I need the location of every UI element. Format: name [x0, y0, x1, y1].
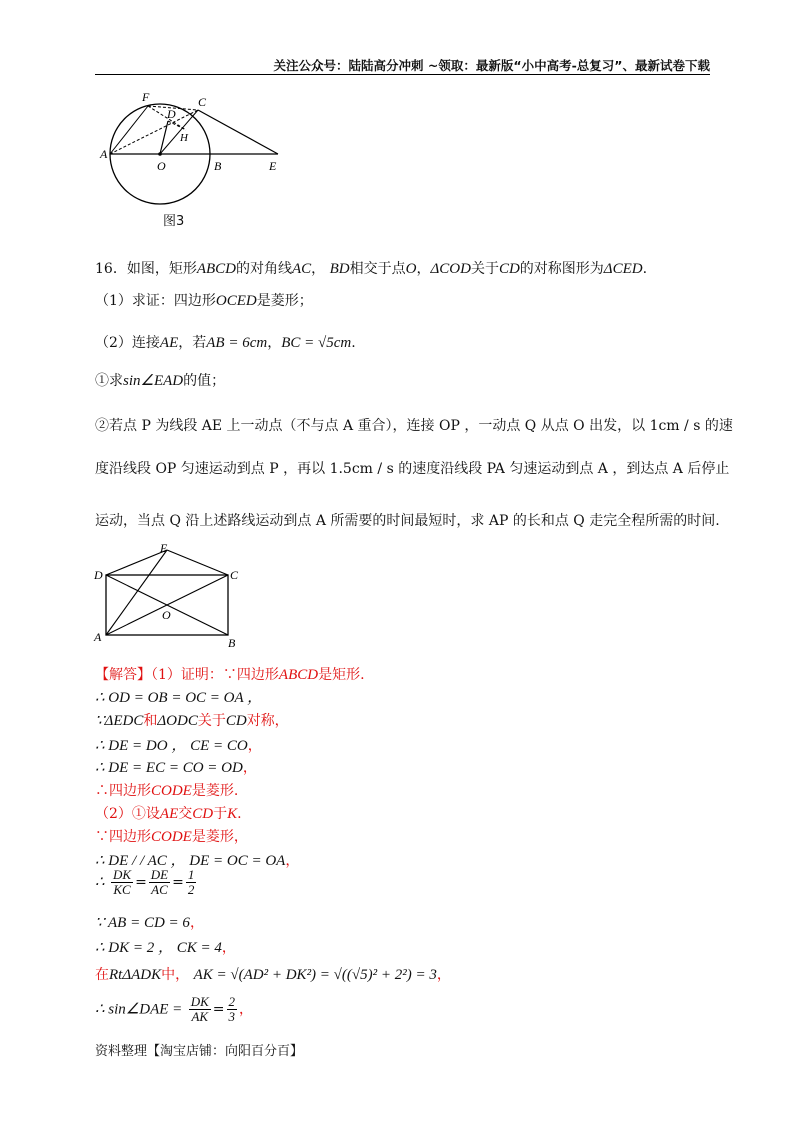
rect-label-e: E	[160, 541, 168, 555]
line-ec	[167, 550, 228, 575]
solution-line-14: ∴ sin∠DAE = $\frac{DK}{AK}$ = $\frac{2}{3}$ ，	[95, 994, 254, 1024]
problem-stem: 16．如图，矩形ABCD的对角线AC， BD相交于点O，ΔCOD关于CD的对称图形为ΔCED.	[95, 261, 648, 277]
fig3-label-h: H	[180, 132, 188, 144]
solution-line-2: ∴ OD = OB = OC = OA ，	[95, 690, 263, 706]
solution-line-13: 在RtΔADK中， AK = √(AD² + DK²) = √((√5)² + 2²) = 3，	[95, 967, 451, 983]
problem-question-1: ①求sin∠EAD的值；	[95, 373, 226, 389]
solution-line-12: ∴ DK = 2 ， CK = 4，	[95, 940, 236, 956]
problem-part-2: （2）连接AE，若AB = 6cm，BC = √5cm.	[95, 335, 356, 351]
solution-line-6: ∴四边形CODE是菱形.	[95, 783, 239, 799]
fig3-label-a: A	[100, 147, 108, 161]
solution-line-8: ∵四边形CODE是菱形，	[95, 829, 248, 845]
solution-line-1: 【解答】（1）证明：∵四边形ABCD是矩形.	[95, 667, 365, 683]
page-header: 关注公众号：陆陆高分冲刺 ~领取：最新版“小中高考-总复习”、最新试卷下载	[273, 58, 710, 73]
rect-label-c: C	[230, 568, 239, 582]
rect-label-b: B	[228, 636, 236, 650]
header-rule	[95, 74, 710, 75]
solution-line-3: ∵ΔEDC和ΔODC关于CD对称，	[95, 713, 289, 729]
rectangle-diagram	[92, 540, 252, 652]
fig3-label-o: O	[157, 159, 166, 173]
solution-line-10: ∴ $\frac{DK}{KC}$ = $\frac{DE}{AC}$ = $\frac{1}{2}$	[95, 867, 195, 897]
solution-line-11: ∵ AB = CD = 6，	[95, 915, 204, 931]
line-dh	[168, 121, 186, 130]
page-footer: 资料整理【淘宝店铺：向阳百分百】	[95, 1044, 304, 1059]
fig3-label-e: E	[269, 159, 277, 173]
figure-3-diagram	[98, 88, 298, 213]
rect-label-o: O	[162, 608, 171, 622]
fig3-label-b: B	[214, 159, 222, 173]
problem-question-2-line-1: ②若点 P 为线段 AE 上一动点（不与点 A 重合），连接 OP ，一动点 Q 从点 O 出发，以 1cm / s 的速	[95, 418, 733, 434]
fig3-label-d: D	[167, 107, 176, 121]
rect-label-a: A	[94, 630, 102, 644]
rect-label-d: D	[94, 568, 103, 582]
fig3-label-f: F	[142, 90, 150, 104]
problem-question-2-line-2: 度沿线段 OP 匀速运动到点 P ，再以 1.5cm / s 的速度沿线段 PA 匀速运动到点 A ，到达点 A 后停止	[95, 461, 730, 477]
figure-3-caption: 图3	[163, 214, 185, 229]
fig3-label-c: C	[198, 95, 207, 109]
solution-line-7: （2）①设AE交CD于K.	[95, 806, 242, 822]
problem-part-1: （1）求证：四边形OCED是菱形；	[95, 293, 313, 309]
solution-line-4: ∴ DE = DO ， CE = CO，	[95, 738, 262, 754]
problem-question-2-line-3: 运动，当点 Q 沿上述路线运动到点 A 所需要的时间最短时，求 AP 的长和点 Q 走完全程所需的时间.	[95, 513, 720, 529]
solution-line-9: ∴ DE / / AC ， DE = OC = OA，	[95, 853, 300, 869]
solution-line-5: ∴ DE = EC = CO = OD，	[95, 760, 257, 776]
